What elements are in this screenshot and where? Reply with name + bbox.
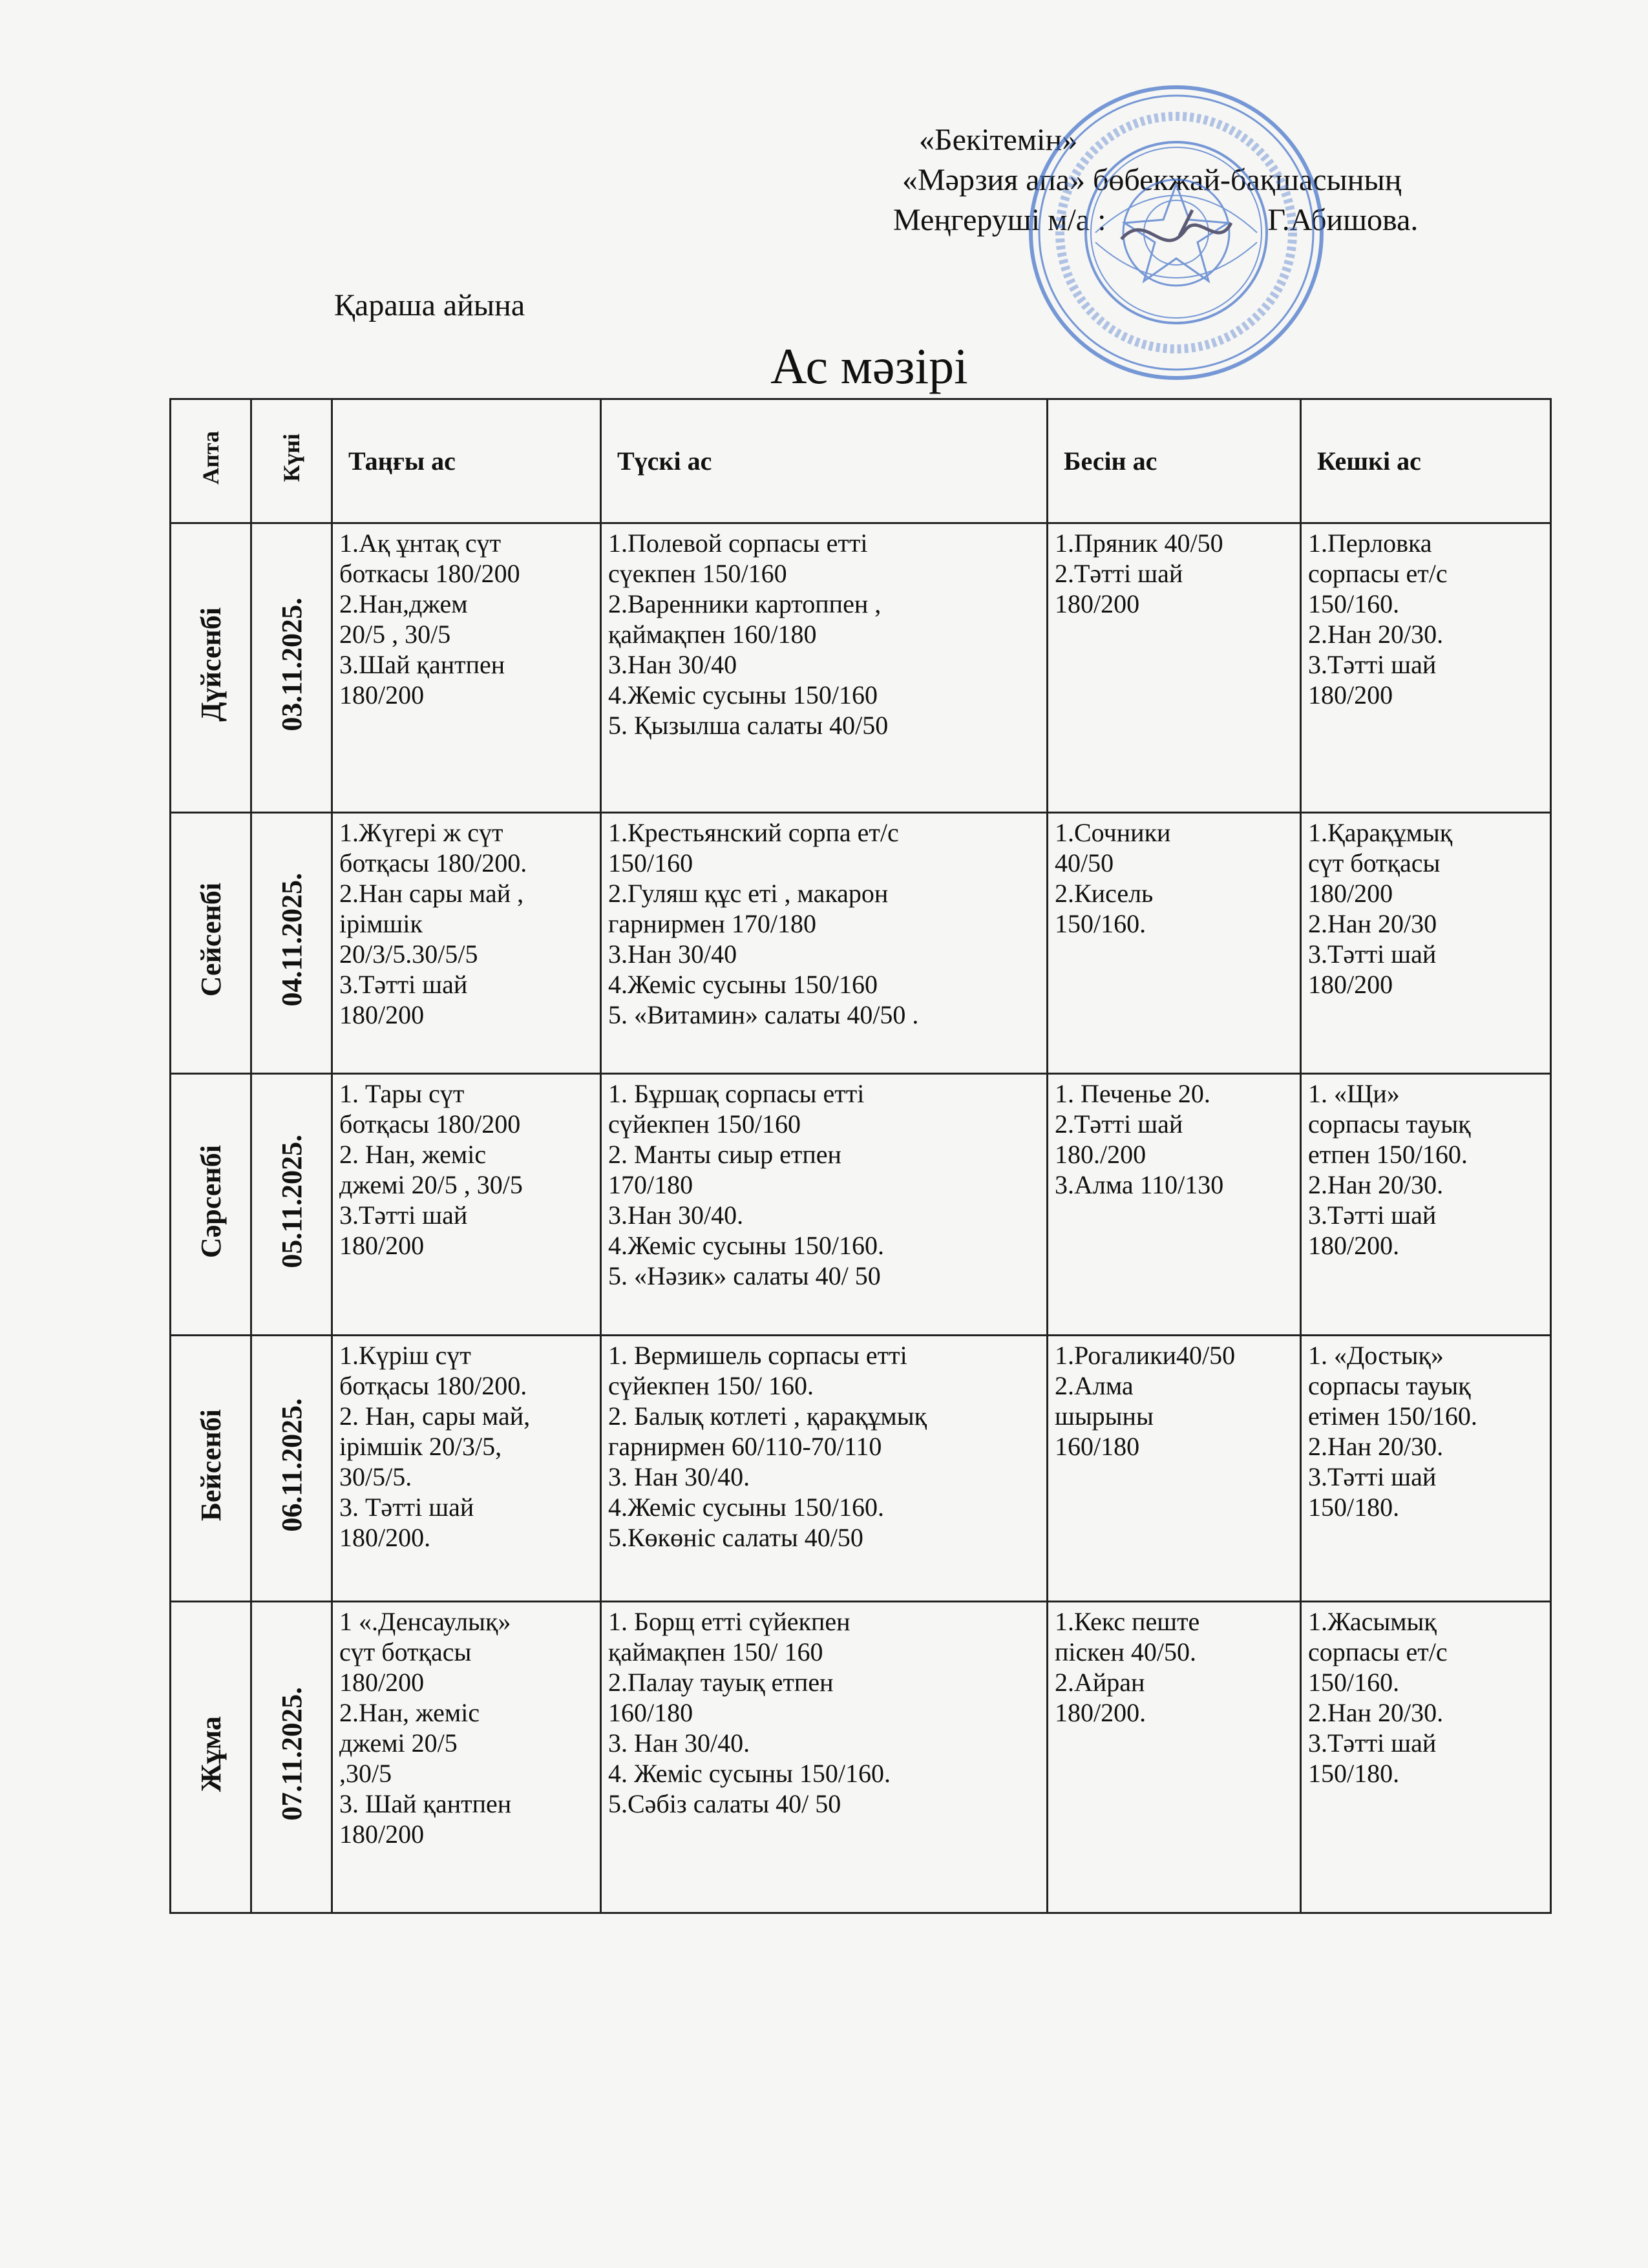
breakfast-line: 2.Нан,джем — [339, 589, 468, 618]
breakfast-line: 3. Тәтті шай — [339, 1493, 474, 1522]
month-label: Қараша айына — [334, 288, 525, 322]
lunch-line: 3.Нан 30/40 — [608, 650, 737, 679]
dinner-line: етімен 150/160. — [1308, 1402, 1477, 1431]
snack-line: 2.Алма — [1055, 1371, 1134, 1400]
lunch-line: 3.Нан 30/40 — [608, 940, 737, 969]
snack-line: 1. Печенье 20. — [1055, 1079, 1210, 1108]
lunch-line: 4.Жеміс сусыны 150/160. — [608, 1231, 884, 1260]
snack-line: 40/50 — [1055, 848, 1114, 877]
menu-body — [171, 523, 1551, 1913]
breakfast-line: 1. Тары сүт — [339, 1079, 465, 1108]
snack-line: 2.Тәтті шай — [1055, 559, 1183, 588]
dinner-cell — [1301, 1074, 1551, 1336]
menu-table — [169, 398, 1552, 1914]
breakfast-line: 1.Жүгері ж сүт — [339, 818, 503, 847]
table-header-row — [171, 399, 1551, 523]
dinner-line: сорпасы ет/с — [1308, 1637, 1448, 1666]
snack-cell — [1048, 523, 1301, 813]
page-title: Ас мәзірі — [770, 338, 968, 394]
breakfast-cell — [332, 813, 601, 1074]
lunch-line: 170/180 — [608, 1170, 693, 1199]
dinner-line: 180/200 — [1308, 879, 1393, 908]
breakfast-line: ,30/5 — [339, 1759, 392, 1788]
lunch-line: 160/180 — [608, 1698, 693, 1727]
snack-line: 1.Рогалики40/50 — [1055, 1341, 1236, 1370]
weekday-cell: Бейсенбі — [171, 1336, 251, 1602]
breakfast-line: 1.Ақ ұнтақ сүт — [339, 529, 502, 558]
snack-line: піскен 40/50. — [1055, 1637, 1196, 1666]
snack-line: 1.Кекс пеште — [1055, 1607, 1200, 1636]
breakfast-line: 180/200. — [339, 1523, 431, 1552]
dinner-line: 1.Перловка — [1308, 529, 1432, 558]
breakfast-line: 30/5/5. — [339, 1462, 412, 1491]
lunch-line: 2.Варенники картоппен , — [608, 589, 882, 618]
signature-mark — [1121, 210, 1231, 240]
dinner-line: сорпасы тауық — [1308, 1109, 1471, 1139]
date-cell: 06.11.2025. — [251, 1336, 332, 1602]
breakfast-line: боткасы 180/200 — [339, 559, 520, 588]
lunch-line: 1. Вермишель сорпасы етті — [608, 1341, 907, 1370]
lunch-line: сүекпен 150/160 — [608, 559, 787, 588]
lunch-line: 3.Нан 30/40. — [608, 1201, 744, 1230]
weekday-cell: Дүйсенбі — [171, 523, 251, 813]
approval-line-1: «Бекітемін» — [919, 123, 1078, 157]
dinner-cell — [1301, 1336, 1551, 1602]
lunch-line: гарнирмен 60/110-70/110 — [608, 1432, 882, 1461]
dinner-line: 2.Нан 20/30. — [1308, 620, 1444, 649]
table-row — [171, 813, 1551, 1074]
snack-cell — [1048, 1602, 1301, 1913]
breakfast-cell — [332, 1602, 601, 1913]
breakfast-line: 180/200 — [339, 680, 425, 709]
dinner-line: 3.Тәтті шай — [1308, 1728, 1437, 1758]
dinner-line: 3.Тәтті шай — [1308, 650, 1437, 679]
snack-cell — [1048, 1336, 1301, 1602]
dinner-line: 2.Нан 20/30 — [1308, 909, 1437, 938]
lunch-cell — [601, 1074, 1048, 1336]
breakfast-line: 20/3/5.30/5/5 — [339, 940, 478, 969]
table-row — [171, 1336, 1551, 1602]
lunch-line: 1.Крестьянский сорпа ет/с — [608, 818, 899, 847]
snack-line: 160/180 — [1055, 1432, 1140, 1461]
date-cell: 03.11.2025. — [251, 523, 332, 813]
table-row — [171, 1074, 1551, 1336]
approval-name: Г.Абишова. — [1267, 203, 1419, 237]
dinner-line: 150/160. — [1308, 1668, 1400, 1697]
breakfast-line: 2.Нан сары май , — [339, 879, 524, 908]
header-dinner: Кешкі ас — [1301, 399, 1551, 523]
dinner-cell — [1301, 523, 1551, 813]
dinner-cell — [1301, 1602, 1551, 1913]
breakfast-line: 2. Нан, жеміс — [339, 1140, 487, 1169]
lunch-line: қаймақпен 150/ 160 — [608, 1637, 823, 1666]
snack-line: 2.Тәтті шай — [1055, 1109, 1183, 1139]
dinner-line: 3.Тәтті шай — [1308, 940, 1437, 969]
weekday-cell: Сейсенбі — [171, 813, 251, 1074]
snack-line: 2.Кисель — [1055, 879, 1154, 908]
lunch-line: 4.Жеміс сусыны 150/160. — [608, 1493, 884, 1522]
dinner-line: 1. «Щи» — [1308, 1079, 1400, 1108]
lunch-line: 5.Сәбіз салаты 40/ 50 — [608, 1789, 841, 1818]
snack-line: 150/160. — [1055, 909, 1146, 938]
dinner-line: 180/200 — [1308, 680, 1393, 709]
breakfast-line: ботқасы 180/200 — [339, 1109, 521, 1139]
snack-line: 1.Пряник 40/50 — [1055, 529, 1223, 558]
lunch-line: 2.Палау тауық етпен — [608, 1668, 834, 1697]
breakfast-line: 2. Нан, сары май, — [339, 1402, 531, 1431]
dinner-line: етпен 150/160. — [1308, 1140, 1468, 1169]
breakfast-cell — [332, 1336, 601, 1602]
lunch-line: 5. «Нәзик» салаты 40/ 50 — [608, 1261, 881, 1290]
lunch-line: 150/160 — [608, 848, 693, 877]
breakfast-cell — [332, 1074, 601, 1336]
breakfast-line: 3. Шай қантпен — [339, 1789, 512, 1818]
lunch-line: сүйекпен 150/ 160. — [608, 1371, 814, 1400]
snack-line: 1.Сочники — [1055, 818, 1171, 847]
lunch-line: қаймақпен 160/180 — [608, 620, 817, 649]
dinner-line: 1. «Достық» — [1308, 1341, 1444, 1370]
breakfast-line: 20/5 , 30/5 — [339, 620, 451, 649]
breakfast-line: ботқасы 180/200. — [339, 848, 527, 877]
snack-line: 180/200. — [1055, 1698, 1146, 1727]
dinner-line: 150/160. — [1308, 589, 1400, 618]
header-lunch: Түскі ас — [601, 399, 1048, 523]
dinner-line: 150/180. — [1308, 1759, 1400, 1788]
lunch-line: 3. Нан 30/40. — [608, 1728, 750, 1758]
breakfast-line: джемі 20/5 — [339, 1728, 458, 1758]
dinner-line: 1.Қарақұмық — [1308, 818, 1453, 847]
lunch-line: 4.Жеміс сусыны 150/160 — [608, 970, 878, 999]
snack-line: шырыны — [1055, 1402, 1154, 1431]
approval-line-2: «Мәрзия апа» бөбекжай-бақшасының — [902, 163, 1402, 197]
breakfast-cell — [332, 523, 601, 813]
dinner-line: 2.Нан 20/30. — [1308, 1698, 1444, 1727]
breakfast-line: 3.Тәтті шай — [339, 970, 468, 999]
breakfast-line: ірімшік 20/3/5, — [339, 1432, 502, 1461]
dinner-line: 2.Нан 20/30. — [1308, 1170, 1444, 1199]
snack-cell — [1048, 1074, 1301, 1336]
dinner-line: 1.Жасымық — [1308, 1607, 1437, 1636]
lunch-line: 5. «Витамин» салаты 40/50 . — [608, 1000, 919, 1029]
table-row — [171, 523, 1551, 813]
breakfast-line: 180/200 — [339, 1231, 425, 1260]
header-breakfast: Таңғы ас — [332, 399, 601, 523]
date-cell: 07.11.2025. — [251, 1602, 332, 1913]
snack-line: 180/200 — [1055, 589, 1140, 618]
breakfast-line: 180/200 — [339, 1000, 425, 1029]
dinner-line: сорпасы тауық — [1308, 1371, 1471, 1400]
header-day: Күні — [251, 399, 332, 523]
lunch-line: 3. Нан 30/40. — [608, 1462, 750, 1491]
table-row — [171, 1602, 1551, 1913]
lunch-line: 2. Балық котлеті , қарақұмық — [608, 1402, 927, 1431]
header-snack: Бесін ас — [1048, 399, 1301, 523]
dinner-cell — [1301, 813, 1551, 1074]
breakfast-line: джемі 20/5 , 30/5 — [339, 1170, 523, 1199]
header-week: Апта — [171, 399, 251, 523]
snack-line: 2.Айран — [1055, 1668, 1145, 1697]
breakfast-line: 2.Нан, жеміс — [339, 1698, 480, 1727]
lunch-line: 5.Көкөніс салаты 40/50 — [608, 1523, 863, 1552]
lunch-line: 2.Гуляш құс еті , макарон — [608, 879, 889, 908]
breakfast-line: 3.Шай қантпен — [339, 650, 505, 679]
dinner-line: сорпасы ет/с — [1308, 559, 1448, 588]
lunch-line: 1. Борщ етті сүйекпен — [608, 1607, 850, 1636]
lunch-line: 1. Бұршақ сорпасы етті — [608, 1079, 865, 1108]
breakfast-line: 1 «.Денсаулық» — [339, 1607, 511, 1636]
lunch-line: 4.Жеміс сусыны 150/160 — [608, 680, 878, 709]
date-cell: 05.11.2025. — [251, 1074, 332, 1336]
lunch-line: 2. Манты сиыр етпен — [608, 1140, 841, 1169]
dinner-line: 180/200. — [1308, 1231, 1400, 1260]
snack-cell — [1048, 813, 1301, 1074]
dinner-line: 180/200 — [1308, 970, 1393, 999]
lunch-cell — [601, 813, 1048, 1074]
date-cell: 04.11.2025. — [251, 813, 332, 1074]
dinner-line: 150/180. — [1308, 1493, 1400, 1522]
approval-position: Меңгерушi м/а : — [893, 203, 1106, 237]
dinner-line: 3.Тәтті шай — [1308, 1462, 1437, 1491]
breakfast-line: сүт ботқасы — [339, 1637, 472, 1666]
dinner-line: 2.Нан 20/30. — [1308, 1432, 1444, 1461]
weekday-cell: Сәрсенбі — [171, 1074, 251, 1336]
breakfast-line: 180/200 — [339, 1820, 425, 1849]
lunch-line: гарнирмен 170/180 — [608, 909, 816, 938]
snack-line: 180./200 — [1055, 1140, 1146, 1169]
lunch-line: 1.Полевой сорпасы етті — [608, 529, 868, 558]
lunch-cell — [601, 1602, 1048, 1913]
snack-line: 3.Алма 110/130 — [1055, 1170, 1224, 1199]
breakfast-line: 1.Күріш сүт — [339, 1341, 471, 1370]
dinner-line: 3.Тәтті шай — [1308, 1201, 1437, 1230]
breakfast-line: ірімшік — [339, 909, 423, 938]
lunch-cell — [601, 523, 1048, 813]
breakfast-line: 180/200 — [339, 1668, 425, 1697]
lunch-line: сүйекпен 150/160 — [608, 1109, 801, 1139]
lunch-cell — [601, 1336, 1048, 1602]
lunch-line: 5. Қызылша салаты 40/50 — [608, 711, 889, 740]
breakfast-line: 3.Тәтті шай — [339, 1201, 468, 1230]
weekday-cell: Жұма — [171, 1602, 251, 1913]
dinner-line: сүт ботқасы — [1308, 848, 1441, 877]
lunch-line: 4. Жеміс сусыны 150/160. — [608, 1759, 891, 1788]
breakfast-line: ботқасы 180/200. — [339, 1371, 527, 1400]
